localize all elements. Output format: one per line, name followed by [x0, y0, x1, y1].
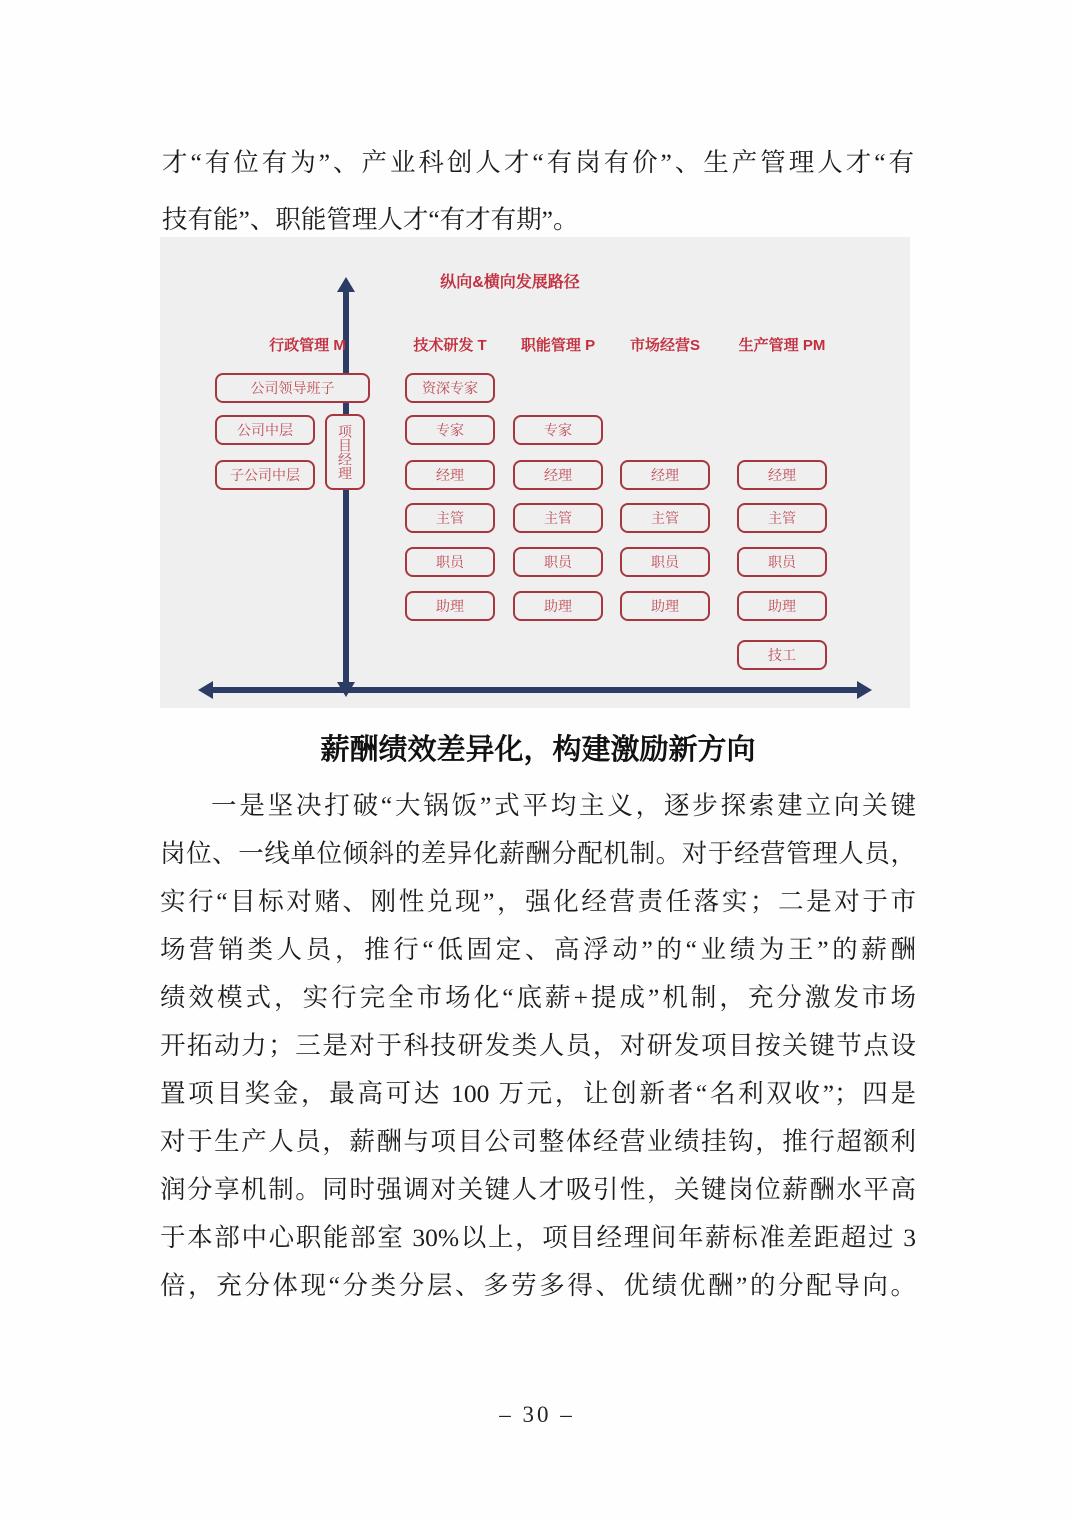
- horizontal-axis-arrow-icon: [212, 687, 858, 693]
- level-box: 助理: [620, 591, 710, 621]
- level-box: 公司中层: [215, 415, 315, 445]
- level-box: 主管: [513, 503, 603, 533]
- level-box: 经理: [620, 460, 710, 490]
- intro-paragraph: [162, 134, 914, 248]
- level-box: 子公司中层: [215, 460, 315, 490]
- page-number: – 30 –: [499, 1402, 575, 1427]
- section-heading: 薪酬绩效差异化，构建激励新方向: [320, 734, 756, 766]
- level-box: 专家: [513, 415, 603, 445]
- level-box: 专家: [405, 415, 495, 445]
- career-path-diagram: [160, 237, 910, 708]
- body-line: 置项目奖金，最高可达 100 万元，让创新者“名利双收”；四是: [160, 1079, 916, 1108]
- level-box: 资深专家: [405, 373, 495, 403]
- column-header-production: 生产管理 PM: [738, 337, 826, 354]
- body-line: 于本部中心职能部室 30%以上，项目经理间年薪标准差距超过 3: [160, 1223, 916, 1252]
- intro-line: 才“有位有为”、产业科创人才“有岗有价”、生产管理人才“有: [162, 148, 914, 177]
- column-header-admin: 行政管理 M: [269, 337, 346, 354]
- level-box: 经理: [405, 460, 495, 490]
- diagram-title: 纵向&横向发展路径: [440, 274, 580, 291]
- body-line: 一是坚决打破“大锅饭”式平均主义，逐步探索建立向关键: [211, 791, 916, 820]
- body-line: 开拓动力；三是对于科技研发类人员，对研发项目按关键节点设: [160, 1031, 916, 1060]
- level-box: 职员: [737, 547, 827, 577]
- body-line: 场营销类人员，推行“低固定、高浮动”的“业绩为王”的薪酬: [160, 935, 916, 964]
- body-line: 对于生产人员，薪酬与项目公司整体经营业绩挂钩，推行超额利: [160, 1127, 916, 1156]
- column-header-function: 职能管理 P: [520, 337, 596, 354]
- level-box: 助理: [513, 591, 603, 621]
- level-box: 公司领导班子: [215, 373, 370, 403]
- level-box: 主管: [405, 503, 495, 533]
- level-box: 助理: [405, 591, 495, 621]
- body-line: 实行“目标对赌、刚性兑现”，强化经营责任落实；二是对于市: [160, 887, 916, 916]
- level-box: 经理: [513, 460, 603, 490]
- level-box: 职员: [620, 547, 710, 577]
- level-box: 主管: [620, 503, 710, 533]
- column-header-market: 市场经营S: [629, 337, 700, 354]
- body-line: 绩效模式，实行完全市场化“底薪+提成”机制，充分激发市场: [160, 983, 916, 1012]
- level-box: 助理: [737, 591, 827, 621]
- level-box: 主管: [737, 503, 827, 533]
- level-box: 项目经理: [325, 414, 365, 490]
- intro-line: 技有能”、职能管理人才“有才有期”。: [162, 205, 579, 234]
- level-box: 职员: [513, 547, 603, 577]
- column-header-tech: 技术研发 T: [413, 337, 487, 354]
- body-line: 岗位、一线单位倾斜的差异化薪酬分配机制。对于经营管理人员，: [160, 839, 916, 868]
- level-box: 职员: [405, 547, 495, 577]
- body-line: 润分享机制。同时强调对关键人才吸引性，关键岗位薪酬水平高: [160, 1175, 916, 1204]
- level-box: 经理: [737, 460, 827, 490]
- level-box: 技工: [737, 640, 827, 670]
- body-paragraph: [160, 782, 916, 1310]
- body-line: 倍，充分体现“分类分层、多劳多得、优绩优酬”的分配导向。: [160, 1271, 916, 1300]
